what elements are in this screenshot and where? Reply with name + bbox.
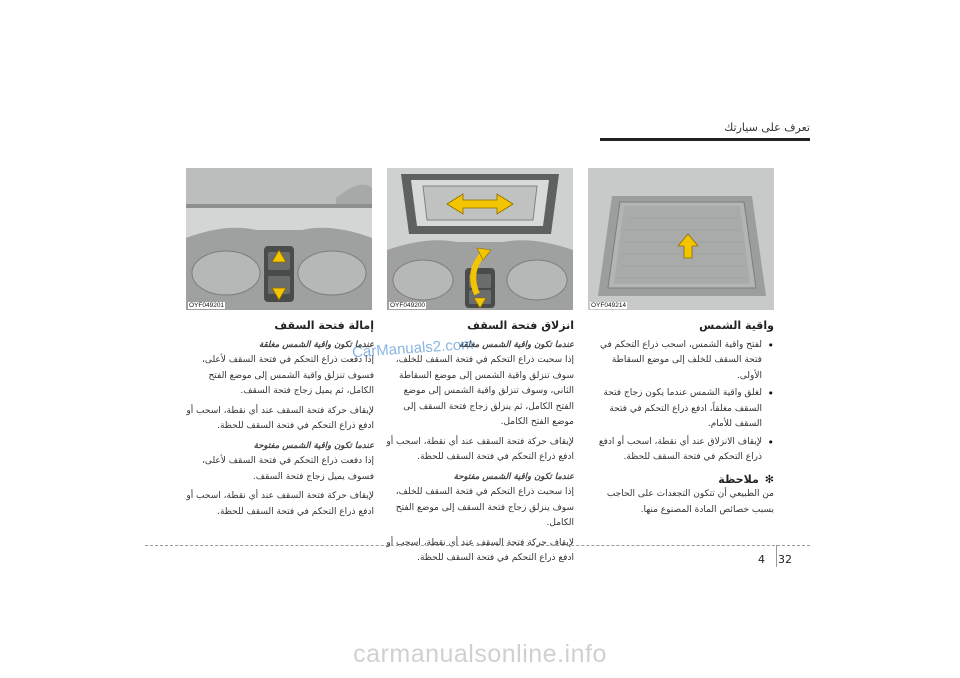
header-rule (600, 138, 810, 141)
bullet-list (584, 338, 774, 466)
paragraph: إذا دفعت ذراع التحكم في فتحة السقف لأعلى، فسوف تنزلق واقية الشمس إلى موضع الفتح الكامل، ثم يميل زجاج فتحة السقف. (202, 355, 374, 396)
sub-heading: عندما تكون واقية الشمس مفتوحة (253, 440, 374, 451)
tilt-section (184, 318, 374, 524)
figure-code: OYF049214 (591, 302, 627, 309)
paragraph: إذا دفعت ذراع التحكم في فتحة السقف لأعلى، فسوف يميل زجاج فتحة السقف. (202, 456, 374, 482)
star-icon: ✻ (764, 472, 774, 486)
site-footer[interactable]: carmanualsonline.info (353, 640, 607, 668)
sub-heading: عندما تكون واقية الشمس مفتوحة (453, 471, 574, 482)
paragraph: لإيقاف حركة فتحة السقف عند أي نقطة، اسحب أو ادفع ذراع التحكم في فتحة السقف للحظة. (186, 491, 374, 517)
section-heading: واقية الشمس (699, 319, 774, 332)
chapter-number: 4 (758, 553, 765, 566)
figure-code: OYF049200 (390, 302, 426, 309)
watermark: CarManuals2.com (351, 335, 475, 362)
sunshade-section (584, 318, 774, 522)
section-title: تعرف على سيارتك (724, 121, 810, 134)
list-item: • لفتح واقية الشمس، اسحب ذراع التحكم في فتحة السقف للخلف إلى موضع السقاطة الأولى. (584, 338, 774, 385)
paragraph: إذا سحبت ذراع التحكم في فتحة السقف للخلف، سوف ينزلق زجاج فتحة السقف إلى موضع الفتح الكامل. (395, 487, 574, 528)
paragraph: لإيقاف حركة فتحة السقف عند أي نقطة، اسحب أو ادفع ذراع التحكم في فتحة السقف للحظة. (386, 537, 574, 563)
page-number: 32 (778, 553, 792, 566)
paragraph: إذا سحبت ذراع التحكم في فتحة السقف للخلف، سوف تنزلق واقية الشمس إلى موضع السقاطة الثاني، وسوف تنزلق واقية الشمس إلى موضع الفتح الكامل، ثم ينزلق زجاج فتحة السقف إلى موضع الفتح الكامل. (395, 355, 574, 427)
note-text: من الطبيعي أن تتكون التجعدات على الحاجب بسبب خصائص المادة المصنوع منها. (606, 489, 774, 515)
section-heading: انزلاق فتحة السقف (467, 319, 574, 332)
figure-code: OYF049201 (189, 302, 225, 309)
footer-rule (145, 545, 810, 546)
slide-illustration (387, 168, 573, 310)
paragraph: لإيقاف حركة فتحة السقف عند أي نقطة، اسحب أو ادفع ذراع التحكم في فتحة السقف للحظة. (186, 405, 374, 431)
sub-heading: عندما تكون واقية الشمس مغلقة (258, 339, 374, 350)
sunshade-illustration (588, 168, 774, 310)
list-item: • لإيقاف الانزلاق عند أي نقطة، اسحب أو ادفع ذراع التحكم في فتحة السقف للحظة. (584, 435, 774, 466)
list-item: • لغلق واقية الشمس عندما يكون زجاج فتحة السقف مغلقاً، ادفع ذراع التحكم في فتحة السقف للأمام. (584, 386, 774, 433)
tilt-illustration (186, 168, 372, 310)
section-heading: إمالة فتحة السقف (274, 319, 374, 332)
note-heading: ✻ملاحظة (718, 472, 774, 486)
paragraph: لإيقاف حركة فتحة السقف عند أي نقطة، اسحب أو ادفع ذراع التحكم في فتحة السقف للحظة. (386, 436, 574, 462)
sub-heading: عندما تكون واقية الشمس مغلقة (458, 339, 574, 350)
footer-divider (776, 545, 777, 567)
